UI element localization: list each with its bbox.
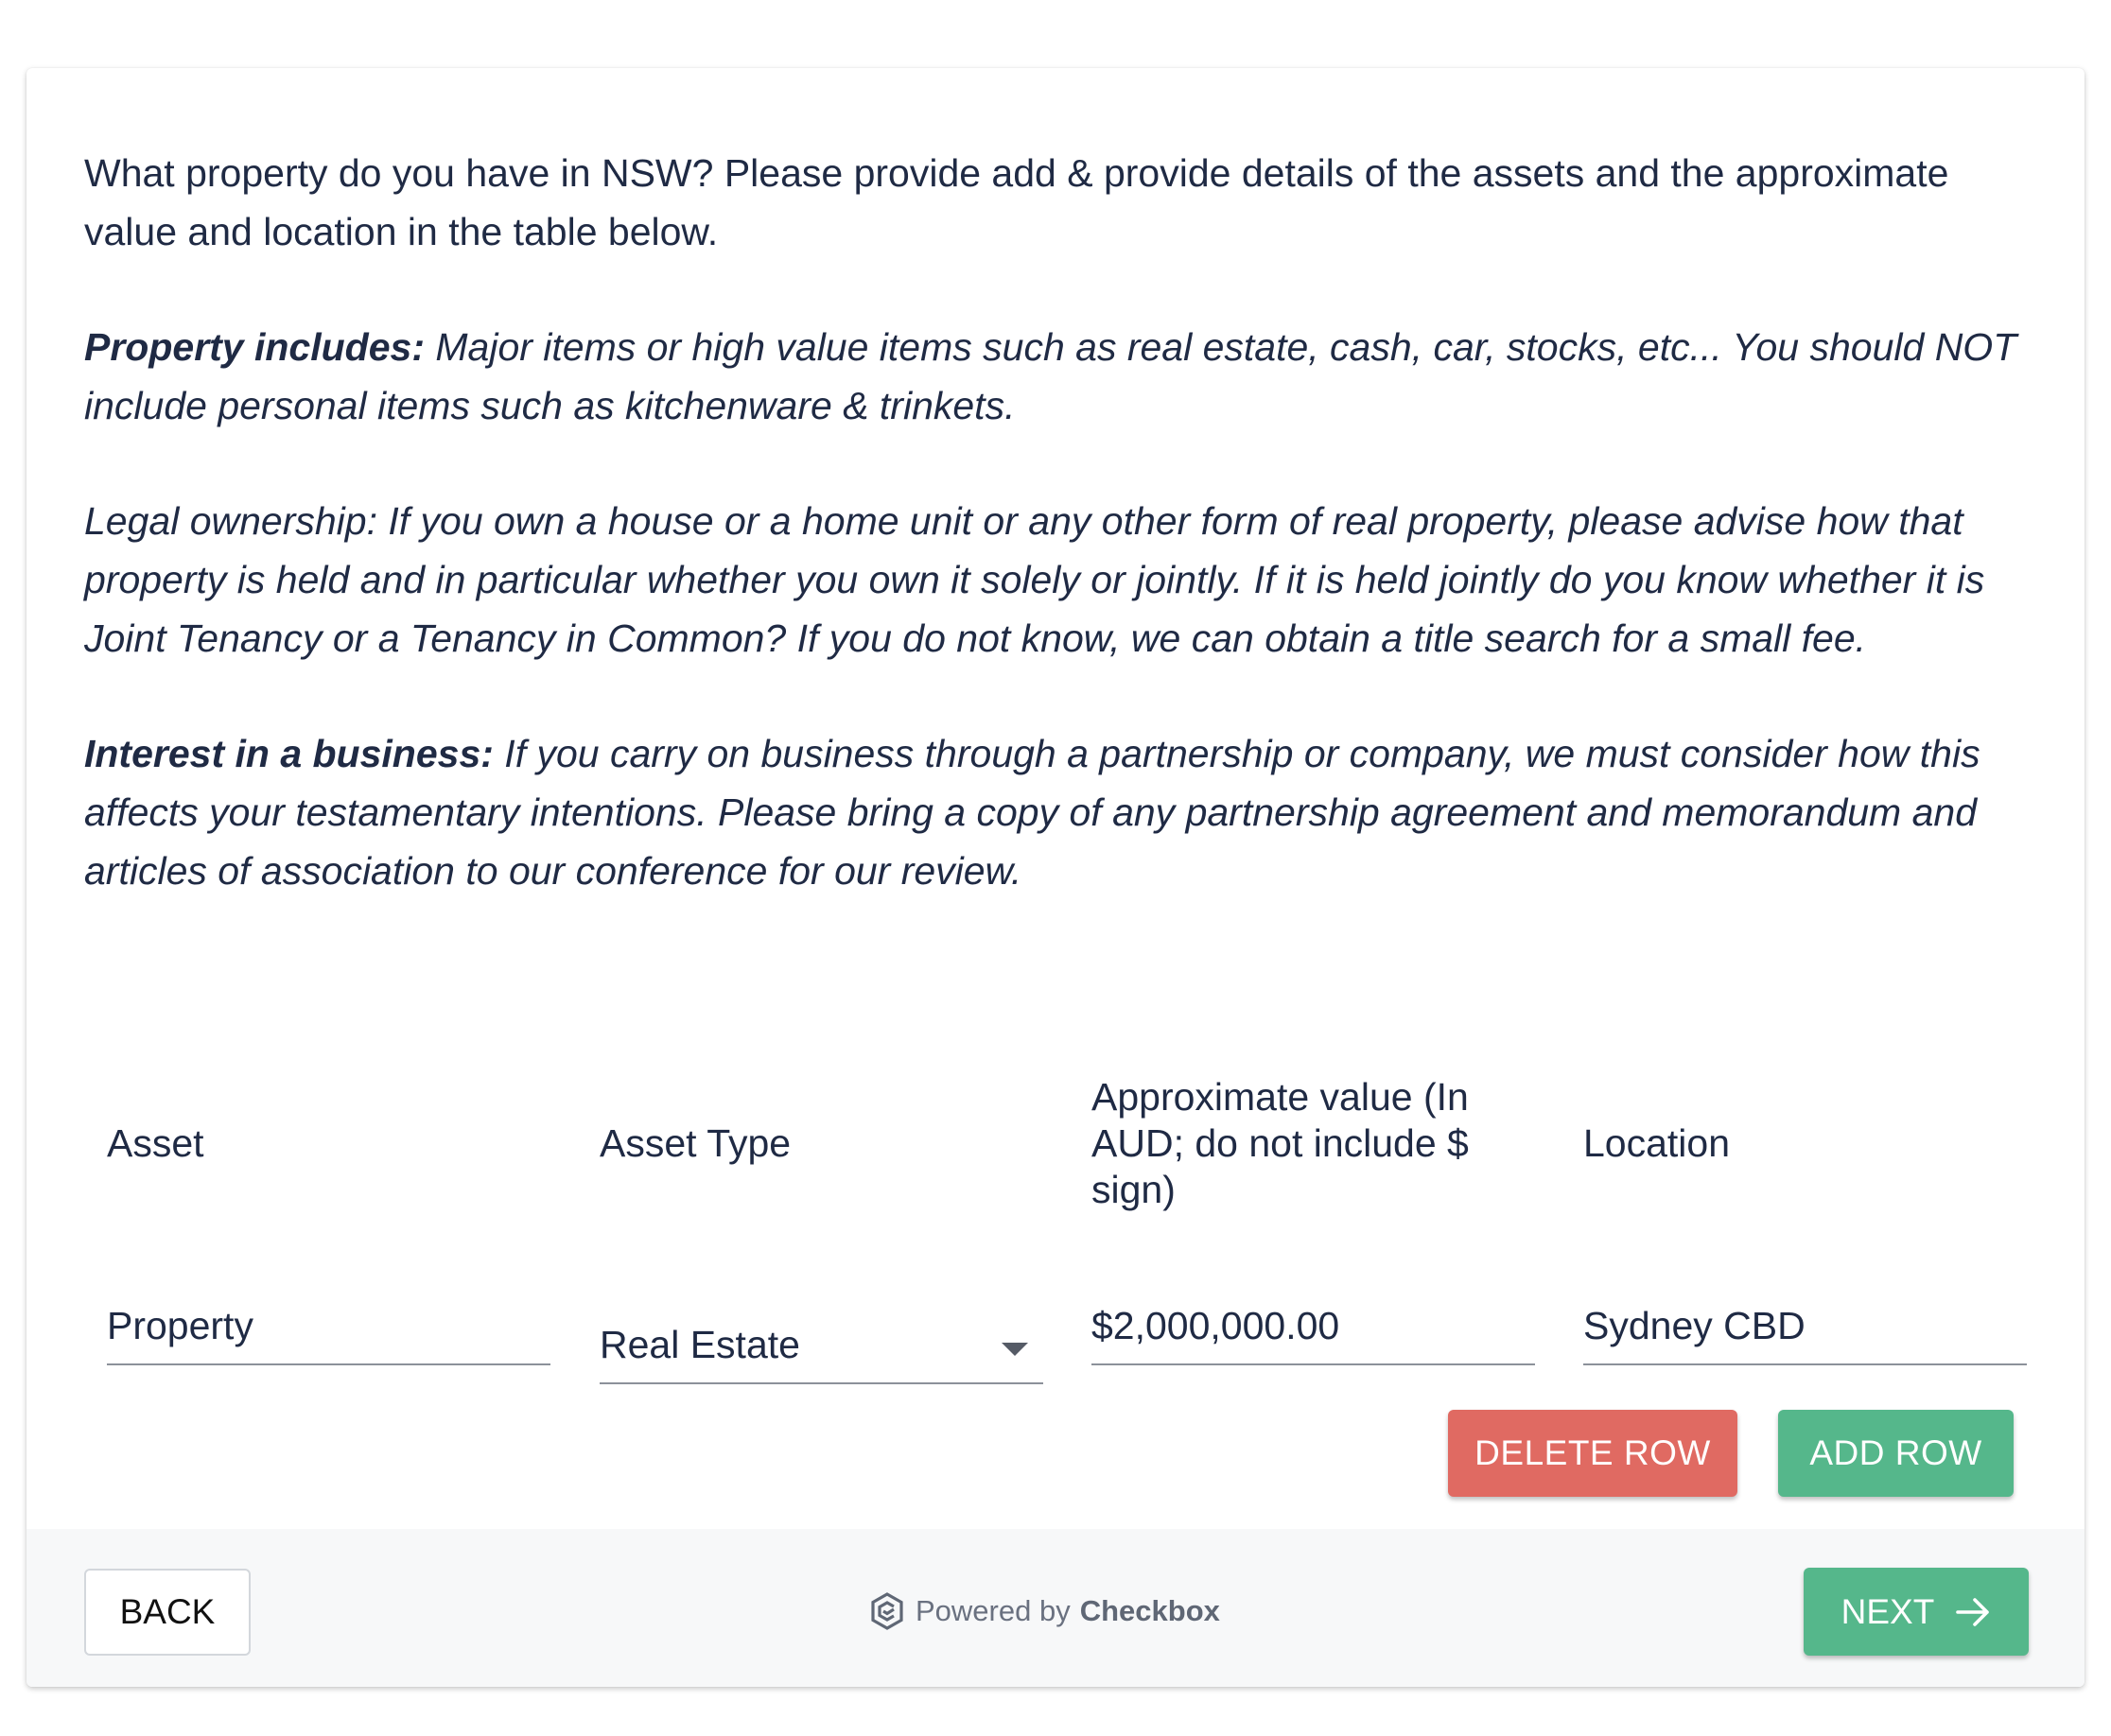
approximate-value-input[interactable] [1091,1297,1535,1365]
header-location: Location [1583,1121,1731,1165]
arrow-right-icon [1955,1596,1991,1628]
asset-input[interactable] [107,1297,550,1365]
business-paragraph [84,724,2051,900]
location-value: Sydney CBD [1583,1304,1806,1347]
question-text: What property do you have in NSW? Please provide add & provide details of the assets and the approximate value and location in the table below. [84,151,1949,253]
chevron-down-icon [1002,1343,1028,1356]
property-includes-label: Property includes: [84,325,425,369]
legal-ownership-paragraph: Legal ownership: If you own a house or a home unit or any other form of real property, please advise how that property is held and in particular whether you own it solely or jointly. If it is held jointly do you know whether it is Joint Tenancy or a Tenancy in Common? If you do not know, we can obtain a title search for a small fee. [84,499,1985,660]
business-text: If you carry on business through a partnership or company, we must consider how this affects your testamentary intentions. Please bring a copy of any partnership agreement and memorandum and articles of association to our conference for our review. [84,732,1980,893]
next-button[interactable] [1804,1568,2029,1656]
asset-input-value: Property [107,1304,253,1347]
instructions [84,144,2051,957]
asset-type-select[interactable] [600,1316,1043,1384]
powered-by-label: Powered by [916,1594,1071,1627]
delete-row-button[interactable]: DELETE ROW [1448,1410,1737,1497]
asset-type-value: Real Estate [600,1323,800,1366]
back-button[interactable]: BACK [84,1569,251,1656]
header-asset-type: Asset Type [600,1121,792,1165]
property-includes-paragraph [84,318,2051,435]
brand-name: Checkbox [1079,1594,1220,1627]
powered-by-checkbox[interactable] [870,1586,1220,1637]
business-label: Interest in a business: [84,732,494,775]
property-includes-text: Major items or high value items such as real estate, cash, car, stocks, etc... You should NOT include personal items such as kitchenware & trinkets. [84,325,2017,427]
header-asset: Asset [107,1121,204,1165]
checkbox-logo-icon [870,1592,904,1630]
location-input[interactable] [1583,1297,2027,1365]
form-card [26,68,2085,1687]
approximate-value-value: $2,000,000.00 [1091,1304,1340,1347]
header-approximate-value: Approximate value (In AUD; do not include $ sign) [1091,1075,1469,1211]
next-button-label: NEXT [1841,1591,1935,1631]
add-row-button[interactable]: ADD ROW [1778,1410,2014,1497]
